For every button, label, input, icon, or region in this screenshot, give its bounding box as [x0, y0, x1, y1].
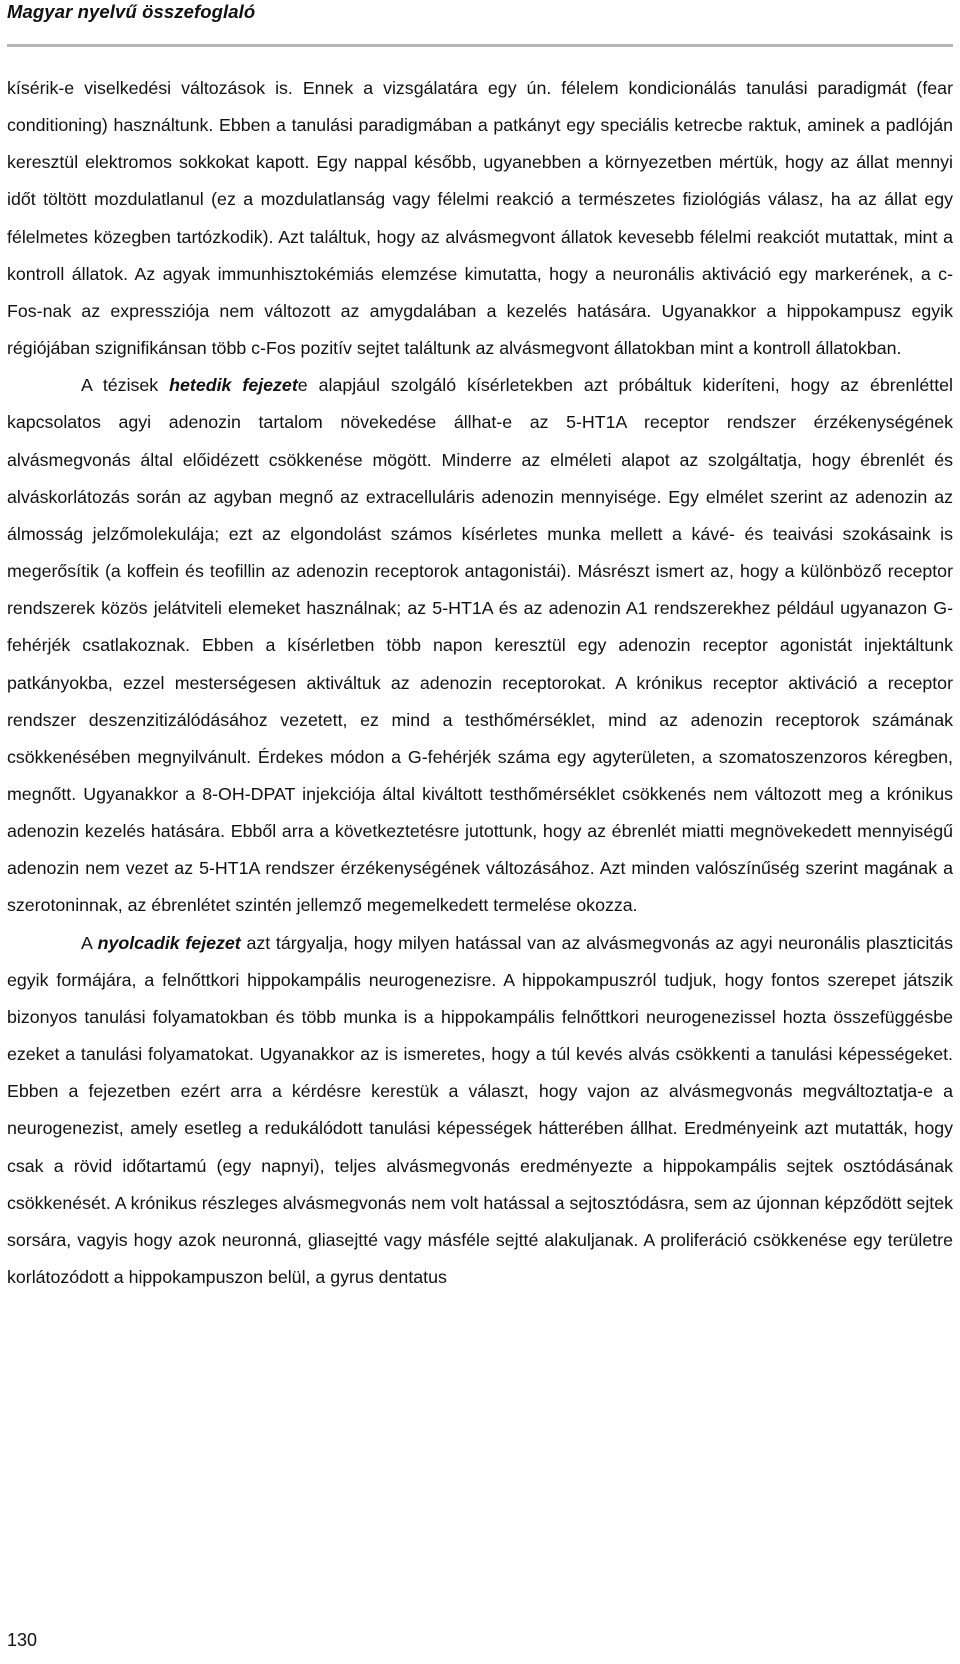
- page-header: [7, 0, 953, 47]
- paragraph-3-emphasis: nyolcadik fejezet: [97, 932, 241, 953]
- paragraph-2-body: e alapjául szolgáló kísérletekben azt próbáltuk kideríteni, hogy az ébrenléttel kapcsolatos agyi adenozin tartalom növekedése állhat-e az 5-HT1A receptor rendszer érzékenységének alvásmegvonás által előidézett csökkenése mögött. Minderre az elméleti alapot az szolgáltatja, hogy ébrenlét és alváskorlátozás során az agyban megnő az extracelluláris adenozin mennyisége. Egy elmélet szerint az adenozin az álmosság jelzőmolekulája; ezt az elgondolást számos kísérletes munka mellett a kávé- és teaivási szokásaink is megerősítik (a koffein és teofillin az adenozin receptorok antagonistái). Másrészt ismert az, hogy a különböző receptor rendszerek közös jelátviteli elemeket használnak; az 5-HT1A és az adenozin A1 rendszerekhez például ugyanazon G-fehérjék csatlakoznak. Ebben a kísérletben több napon keresztül egy adenozin receptor agonistát injektáltunk patkányokba, ezzel mesterségesen aktiváltuk az adenozin receptorokat. A krónikus receptor aktiváció a receptor rendszer deszenzitizálódásához vezetett, ez mind a testhőmérséklet, mind az adenozin receptorok számának csökkenésében megnyilvánult. Érdekes módon a G-fehérjék száma egy agyterületen, a szomatoszenzoros kéregben, megnőtt. Ugyanakkor a 8-OH-DPAT injekciója által kiváltott testhőmérséklet csökkenés nem változott meg a krónikus adenozin kezelés hatására. Ebből arra a következtetésre jutottunk, hogy az ébrenlét miatti megnövekedett mennyiségű adenozin nem vezet az 5-HT1A rendszer érzékenységének változásához. Azt minden valószínűség szerint magának a szerotoninnak, az ébrenlétet szintén jellemző megemelkedett termelése okozza.: [7, 375, 953, 916]
- paragraph-1: [7, 70, 953, 367]
- body-text: [7, 70, 953, 1296]
- paragraph-1-text: kísérik-e viselkedési változások is. Ennek a vizsgálatára egy ún. félelem kondicionálás tanulási paradigmát (fear conditioning) használtunk. Ebben a tanulási paradigmában a patkányt egy speciális ketrecbe raktuk, aminek a padlóján keresztül elektromos sokkokat kapott. Egy nappal később, ugyanebben a környezetben mértük, hogy az állat mennyi időt töltött mozdulatlanul (ez a mozdulatlanság vagy félelmi reakció a természetes fiziológiás válasz, ha az állat egy félelmetes közegben tartózkodik). Azt találtuk, hogy az alvásmegvont állatok kevesebb félelmi reakciót mutattak, mint a kontroll állatok. Az agyak immunhisztokémiás elemzése kimutatta, hogy a neuronális aktiváció egy markerének, a c-Fos-nak az expressziója nem változott az amygdalában a kezelés hatására. Ugyanakkor a hippokampusz egyik régiójában szignifikánsan több c-Fos pozitív sejtet találtunk az alvásmegvont állatokban mint a kontroll állatokban.: [7, 78, 953, 359]
- page-number: 130: [7, 1630, 38, 1650]
- paragraph-2-emphasis: hetedik fejezet: [169, 375, 298, 396]
- paragraph-3-body: azt tárgyalja, hogy milyen hatással van az alvásmegvonás az agyi neuronális plaszticitás egyik formájára, a felnőttkori hippokampális neurogenezisre. A hippokampuszról tudjuk, hogy fontos szerepet játszik bizonyos tanulási folyamatokban és több munka is a hippokampális felnőttkori neurogenezissel hozta összefüggésbe ezeket a tanulási folyamatokat. Ugyanakkor az is ismeretes, hogy a túl kevés alvás csökkenti a tanulási képességeket. Ebben a fejezetben ezért arra a kérdésre kerestük a választ, hogy vajon az alvásmegvonás megváltoztatja-e a neurogenezist, amely esetleg a redukálódott tanulási képességek hátterében állhat. Eredményeink azt mutatták, hogy csak a rövid időtartamú (egy napnyi), teljes alvásmegvonás eredményezte a hippokampális sejtek osztódásának csökkenését. A krónikus részleges alvásmegvonás nem volt hatással a sejtosztódásra, sem az újonnan képződött sejtek sorsára, vagyis hogy azok neuronná, gliasejtté vagy másféle sejtté alakuljanak. A proliferáció csökkenése egy területre korlátozódott a hippokampuszon belül, a gyrus dentatus: [7, 932, 953, 1287]
- page-header-title: Magyar nyelvű összefoglaló: [7, 1, 256, 22]
- paragraph-2-lead: A tézisek: [81, 375, 170, 396]
- paragraph-3: [7, 925, 953, 1297]
- paragraph-3-lead: A: [81, 932, 98, 953]
- paragraph-2: [7, 367, 953, 924]
